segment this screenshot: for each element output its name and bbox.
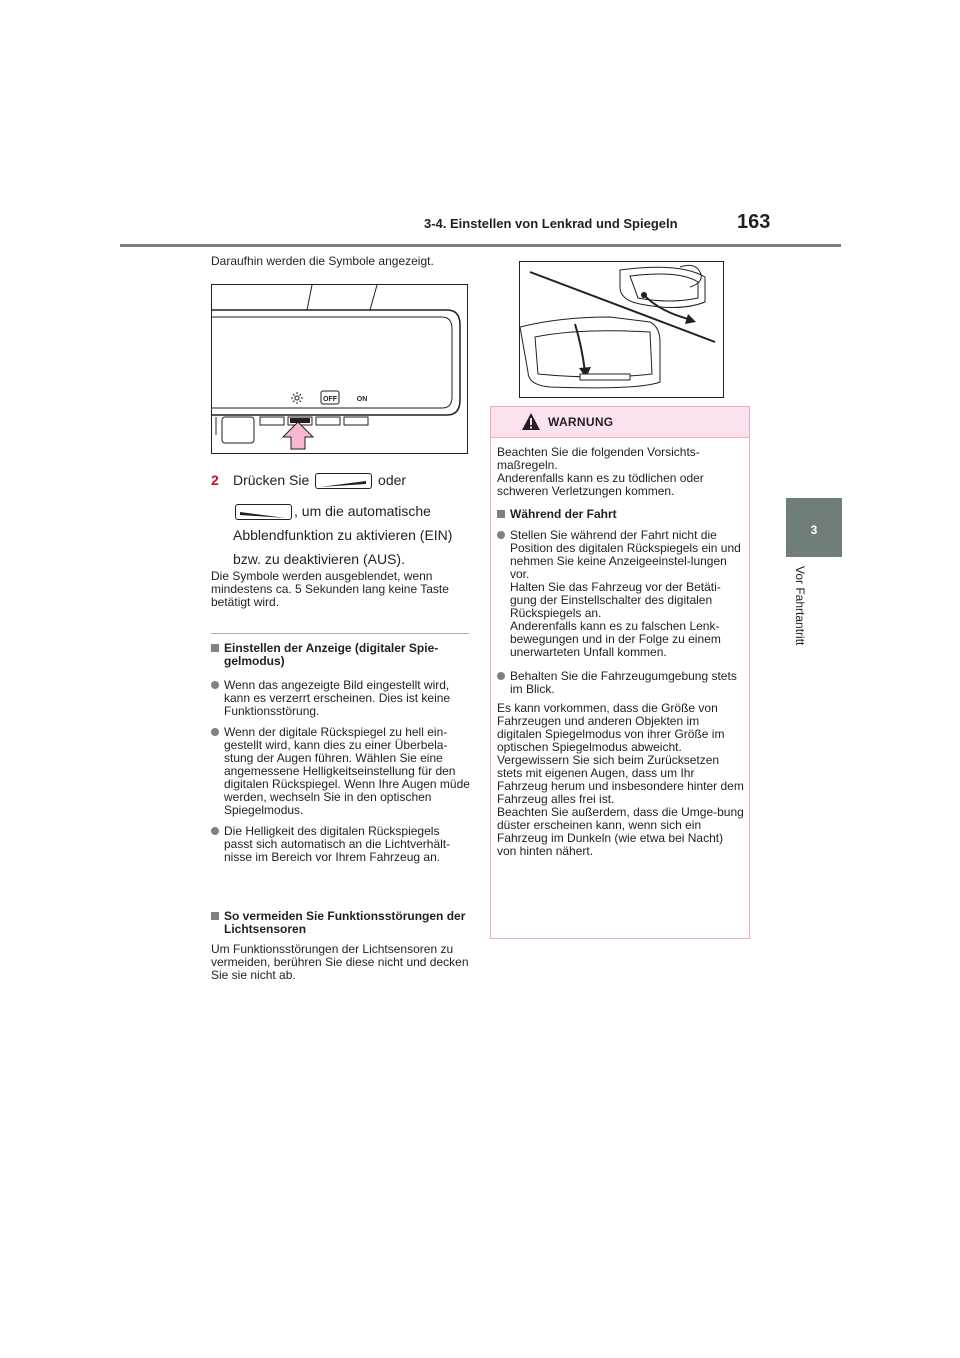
warning-closing: Es kann vorkommen, dass die Größe von Fahrzeugen und anderen Objekten im digitalen Spiegelmodus von ihrer Größe im optischen Spiegelmodus abweicht. Vergewissern Sie sich beim Zurücksetzen stets mit eigenen Augen, dass um Ihr Fahrzeug herum und insbesondere hinter dem Fahrzeug alles frei ist. Beachten Sie außerdem, dass die Umge-bung düster erscheinen kann, wenn sich ein Fahrzeug im Dunkeln (wie etwa bei Nacht) von hinten nähert. [497,701,744,858]
display-bullet-2: Wenn der digitale Rückspiegel zu hell ein-gestellt wird, kann dies zu einer Überbela-stung der Augen führen. Wählen Sie eine angemessene Helligkeitseinstellung für den digitalen Rückspiegel. Wenn Ihre Augen müde werden, wechseln Sie in den optischen Spiegelmodus. [211,726,471,817]
step-line-2 [233,499,431,523]
step-text-auto: , um die automatische [294,503,431,519]
warning-driving-heading: Während der Fahrt [497,508,745,521]
mirror-car-illustration [520,262,723,397]
chapter-label [793,566,809,666]
step-text-or: oder [378,472,407,488]
step-text-press: Drücken Sie [233,472,310,488]
header-divider [120,244,841,247]
chapter-title: Vor Fahrtantritt [793,566,807,646]
step-note: Die Symbole werden ausgeblendet, wenn mindestens ca. 5 Sekunden lang keine Taste betätigt wird. [211,569,449,609]
off-label: OFF [323,396,337,403]
warning-body [497,446,745,858]
bright-button-icon [235,504,292,520]
mirror-display-figure [211,284,468,454]
warning-title: WARNUNG [548,415,614,429]
mirror-car-figure [519,261,724,398]
warning-icon [521,412,541,432]
dim-button-icon [315,473,372,489]
warning-bullet-2: Behalten Sie die Fahrzeugumgebung stets im Blick. [497,670,745,696]
sensor-section [211,910,471,982]
display-bullet-1: Wenn das angezeigte Bild eingestellt wird, kann es verzerrt erscheinen. Dies ist keine Funktionsstörung. [211,679,471,718]
warning-bullet-1: Stellen Sie während der Fahrt nicht die Position des digitalen Rückspiegels ein und nehmen Sie keine Anzeigeeinstel-lungen vor. Halten Sie das Fahrzeug vor der Betäti-gung der Einstellschalter des digitalen Rückspiegels an. Anderenfalls kann es zu falschen Lenk-bewegungen und in der Folge zu einem unerwarteten Unfall kommen. [497,529,745,659]
display-settings-section [211,642,471,864]
step-line-1 [233,468,406,492]
sensor-heading: So vermeiden Sie Funktionsstörungen der Lichtsensoren [211,910,471,936]
step-line-3: Abblendfunktion zu aktivieren (EIN) [233,527,453,543]
chapter-tab[interactable]: 3 [786,498,842,557]
step-number: 2 [211,472,219,488]
intro-paragraph [211,254,469,269]
warning-intro: Beachten Sie die folgenden Vorsichts-maßregeln. Anderenfalls kann es zu tödlichen oder schweren Verletzungen kommen. [497,445,704,498]
on-label: ON [356,396,368,403]
intro-text: Daraufhin werden die Symbole angezeigt. [211,254,434,268]
display-settings-heading: Einstellen der Anzeige (digitaler Spie-gelmodus) [211,642,471,668]
section-title: 3-4. Einstellen von Lenkrad und Spiegeln [424,216,678,231]
step-line-4: bzw. zu deaktivieren (AUS). [233,551,405,567]
section-divider [211,633,469,634]
page-number: 163 [737,211,771,233]
display-bullet-3: Die Helligkeit des digitalen Rückspiegels passt sich automatisch an die Lichtverhält-nisse im Bereich vor Ihrem Fahrzeug an. [211,825,471,864]
mirror-display-illustration [212,285,467,453]
warning-box [490,406,750,939]
sensor-body: Um Funktionsstörungen der Lichtsensoren zu vermeiden, berühren Sie diese nicht und decken Sie sie nicht ab. [211,942,469,982]
warning-header [491,407,749,438]
